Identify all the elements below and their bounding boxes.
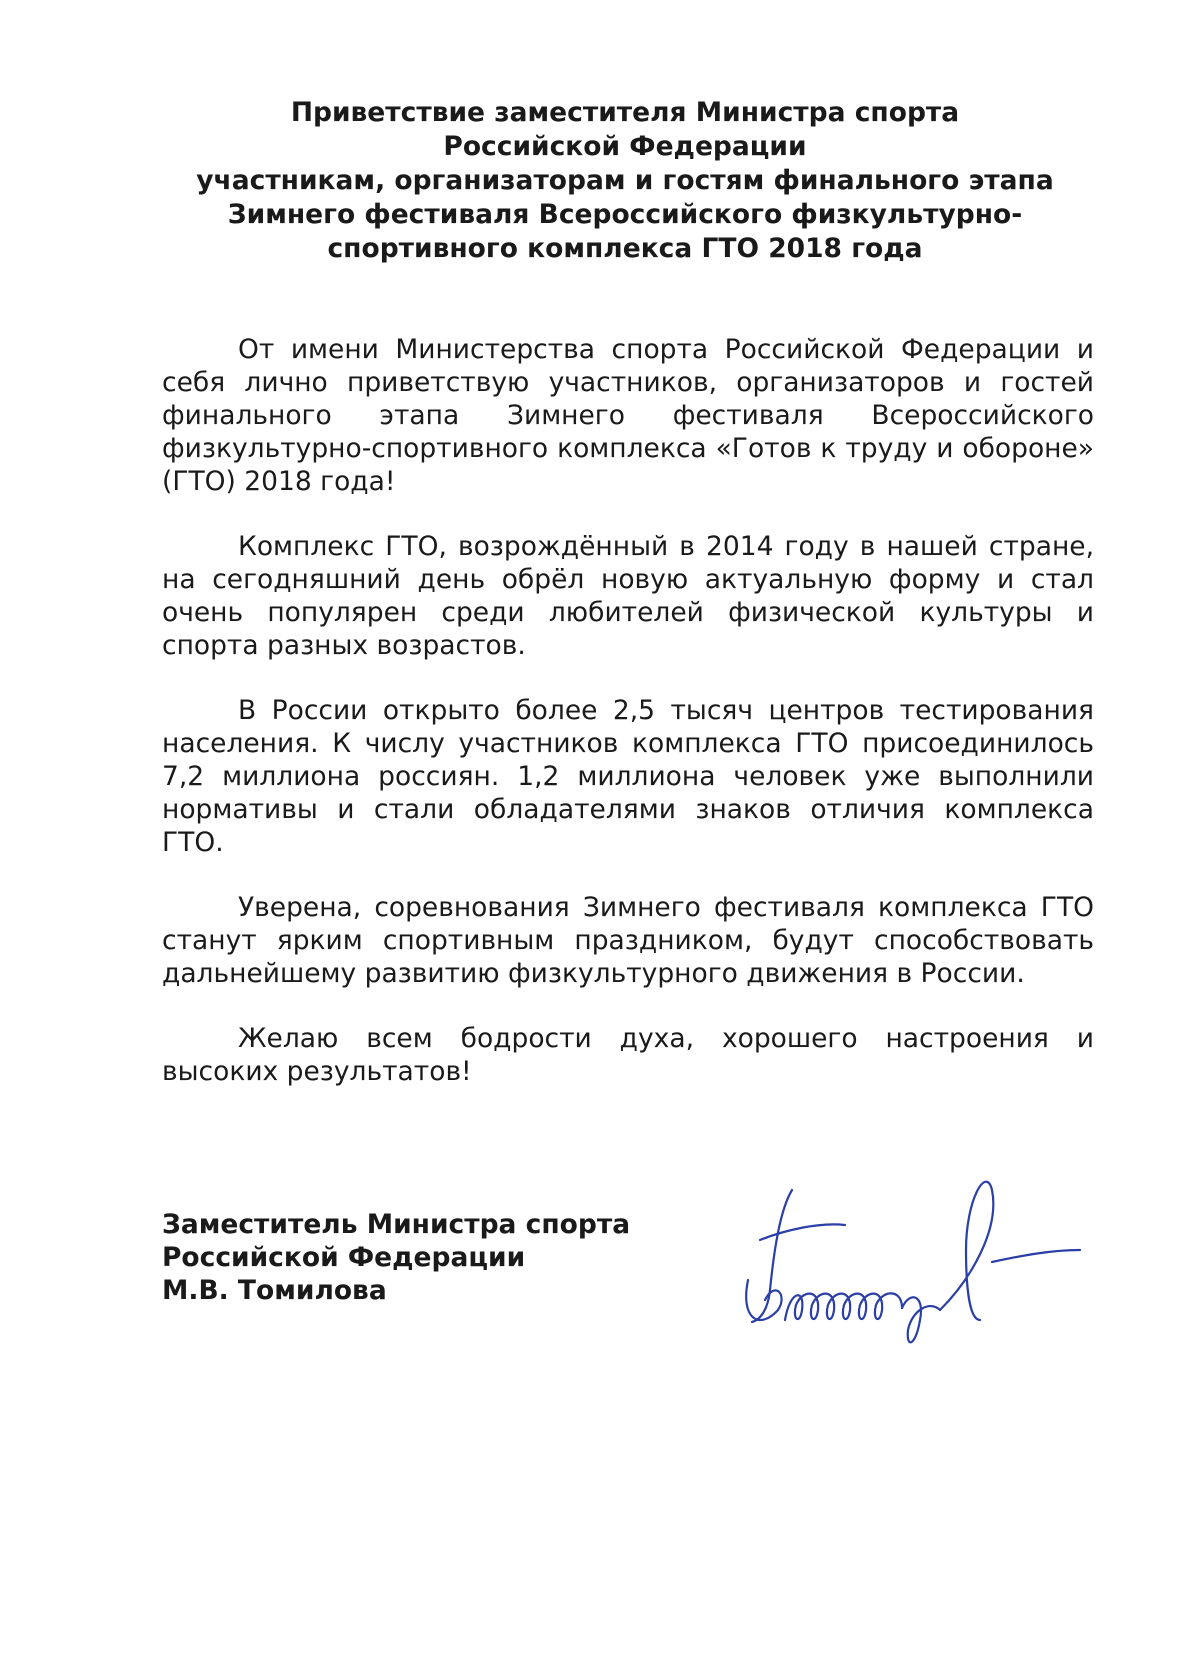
paragraph-wishes: Желаю всем бодрости духа, хорошего настроения и высоких результатов! [162,1023,1094,1087]
signatory-block [162,1208,630,1307]
signature-stroke [785,1293,902,1320]
heading-line-5: спортивного комплекса ГТО 2018 года [327,233,923,264]
heading-line-2: Российской Федерации [443,131,807,162]
signature-stroke [752,1190,792,1322]
signature-stroke [760,1224,845,1240]
paragraph-statistics: В России открыто более 2,5 тысяч центров тестирования населения. К числу участников комплекса ГТО присоединилось 7,2 миллиона россиян. 1,2 миллиона человек уже выполнили нормативы и стали обладателями знаков отличия комплекса ГТО. [162,695,1094,858]
signature-stroke [992,1250,1080,1262]
signatory-name: М.В. Томилова [162,1275,387,1306]
paragraph-confidence: Уверена, соревнования Зимнего фестиваля комплекса ГТО станут ярким спортивным праздником, будут способствовать дальнейшему развитию физкультурного движения в России. [162,892,1094,989]
heading-line-4: Зимнего фестиваля Всероссийского физкультурно- [227,199,1023,230]
handwritten-signature [730,1170,1110,1360]
heading-line-1: Приветствие заместителя Министра спорта [290,97,960,128]
signature-stroke [940,1182,993,1320]
signatory-title-line-2: Российской Федерации [162,1242,526,1273]
signature-stroke [746,1280,781,1320]
paragraph-complex: Комплекс ГТО, возрождённый в 2014 году в нашей стране, на сегодняшний день обрёл новую актуальную форму и стал очень популярен среди любителей физической культуры и спорта разных возрастов. [162,531,1094,661]
letter-heading [160,96,1090,266]
signatory-title-line-1: Заместитель Министра спорта [162,1209,631,1240]
signature-stroke [902,1297,940,1342]
paragraph-greeting: От имени Министерства спорта Российской Федерации и себя лично приветствую участников, организаторов и гостей финального этапа Зимнего фестиваля Всероссийского физкультурно-спортивного комплекса «Готов к труду и обороне» (ГТО) 2018 года! [162,334,1094,497]
letter-body [162,333,1094,1120]
heading-line-3: участникам, организаторам и гостям финального этапа [196,165,1054,196]
